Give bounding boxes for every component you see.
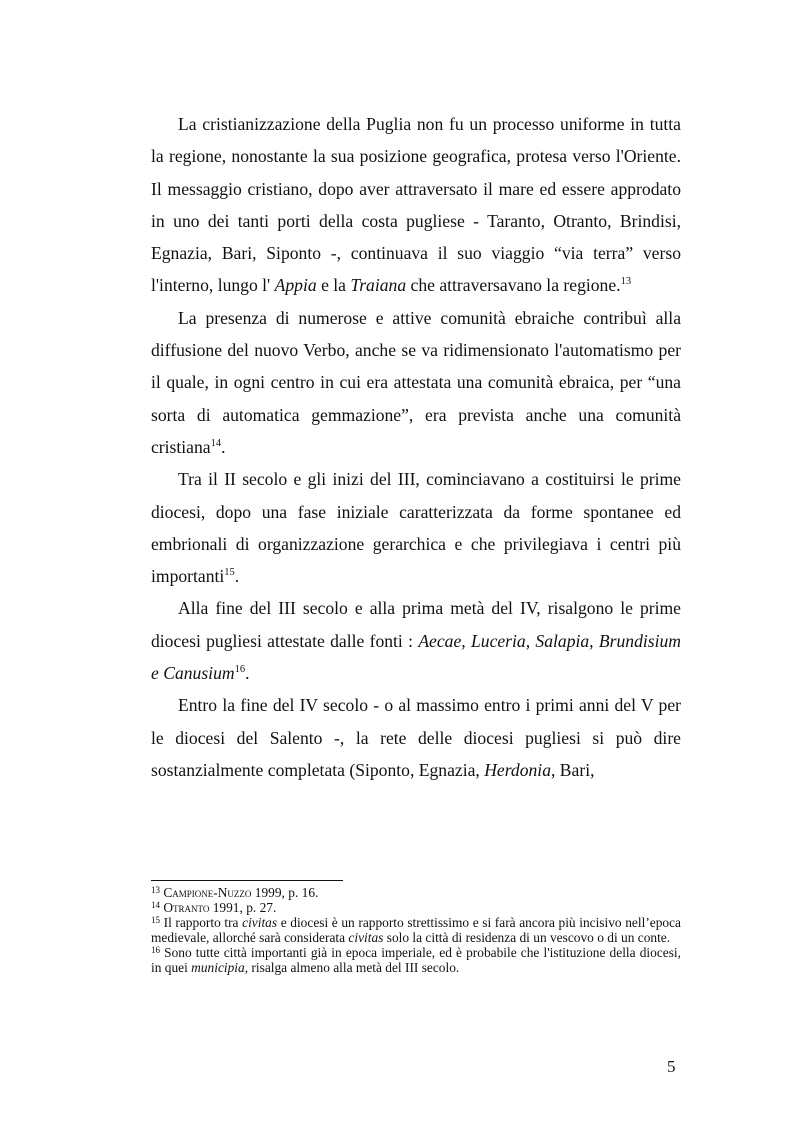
- footnote-text: solo la città di residenza di un vescovo o di un conte.: [383, 930, 671, 945]
- footnote-ref[interactable]: 13: [620, 276, 632, 288]
- paragraph-text: Tra il II secolo e gli inizi del III, cominciavano a costituirsi le prime diocesi, dopo una fase iniziale caratterizzata da forme spontanee ed embrionali di organizzazione gerarchica e che privilegiava i centri più importanti: [151, 469, 681, 587]
- footnote-ref[interactable]: 15: [224, 567, 235, 579]
- footnote-ref[interactable]: 16: [234, 664, 246, 676]
- paragraph-1: [151, 108, 681, 302]
- footnote-number: 15: [151, 915, 160, 925]
- italic-term: civitas: [242, 915, 278, 930]
- italic-term: Traiana: [350, 275, 407, 296]
- footnote-text: Il rapporto tra: [160, 915, 243, 930]
- italic-term: Herdonia: [484, 759, 551, 780]
- footnote-text: 1999, p. 16.: [251, 885, 319, 900]
- footnote-ref[interactable]: 14: [210, 437, 222, 449]
- footnote-number: 14: [151, 900, 160, 910]
- italic-term: municipia: [191, 960, 245, 975]
- footnotes: [151, 880, 681, 975]
- footnote-author: Campione-Nuzzo: [163, 885, 252, 900]
- paragraph-5: [151, 689, 681, 786]
- paragraph-3: [151, 463, 681, 592]
- italic-term: civitas: [348, 930, 384, 945]
- italic-term: Appia: [274, 275, 317, 296]
- footnote-text: 1991, p. 27.: [209, 900, 277, 915]
- paragraph-text: .: [234, 566, 240, 587]
- footnote-text: , risalga almeno alla metà del III secolo.: [244, 960, 460, 975]
- italic-term: Aecae, Luceria, Salapia, Brundisium e Canusium: [151, 630, 681, 684]
- paragraph-text: e la: [316, 275, 351, 296]
- footnote-text: Sono tutte città importanti già in epoca imperiale, ed è probabile che l'istituzione della diocesi, in quei: [151, 945, 681, 975]
- footnote-separator: [151, 880, 343, 881]
- paragraph-2: [151, 302, 681, 463]
- footnote-number: 13: [151, 885, 160, 895]
- paragraph-4: [151, 592, 681, 689]
- main-text: [151, 108, 681, 786]
- page-number: 5: [667, 1057, 676, 1076]
- footnote-13: [151, 885, 681, 900]
- paragraph-text: Entro la fine del IV secolo - o al massimo entro i primi anni del V per le diocesi del Salento -, la rete delle diocesi pugliesi si può dire sostanzialmente completata (Siponto, Egnazia,: [151, 695, 681, 780]
- paragraph-text: La cristianizzazione della Puglia non fu un processo uniforme in tutta la regione, nonostante la sua posizione geografica, protesa verso l'Oriente. Il messaggio cristiano, dopo aver attraversato il mare ed essere approdato in uno dei tanti porti della costa pugliese - Taranto, Otranto, Brindisi, Egnazia, Bari, Siponto -, continuava il suo viaggio “via terra” verso l'interno, lungo l': [151, 114, 681, 296]
- footnote-16: [151, 945, 681, 975]
- paragraph-text: Alla fine del III secolo e alla prima metà del IV, risalgono le prime diocesi pugliesi attestate dalle fonti :: [151, 598, 681, 651]
- footnote-text: e diocesi è un rapporto strettissimo e si farà ancora più incisivo nell’epoca medievale, allorché sarà considerata: [151, 915, 681, 945]
- paragraph-text: che attraversavano la regione.: [406, 275, 621, 296]
- footnote-14: [151, 900, 681, 915]
- footnote-author: Otranto: [163, 900, 210, 915]
- paragraph-text: La presenza di numerose e attive comunità ebraiche contribuì alla diffusione del nuovo Verbo, anche se va ridimensionato l'automatismo per il quale, in ogni centro in cui era attestata una comunità ebraica, per “una sorta di automatica gemmazione”, era prevista anche una comunità cristiana: [151, 307, 681, 457]
- paragraph-text: .: [245, 663, 250, 684]
- footnote-number: 16: [151, 945, 160, 955]
- paragraph-text: .: [221, 436, 226, 457]
- footnote-15: [151, 915, 681, 945]
- paragraph-text: , Bari,: [551, 759, 595, 780]
